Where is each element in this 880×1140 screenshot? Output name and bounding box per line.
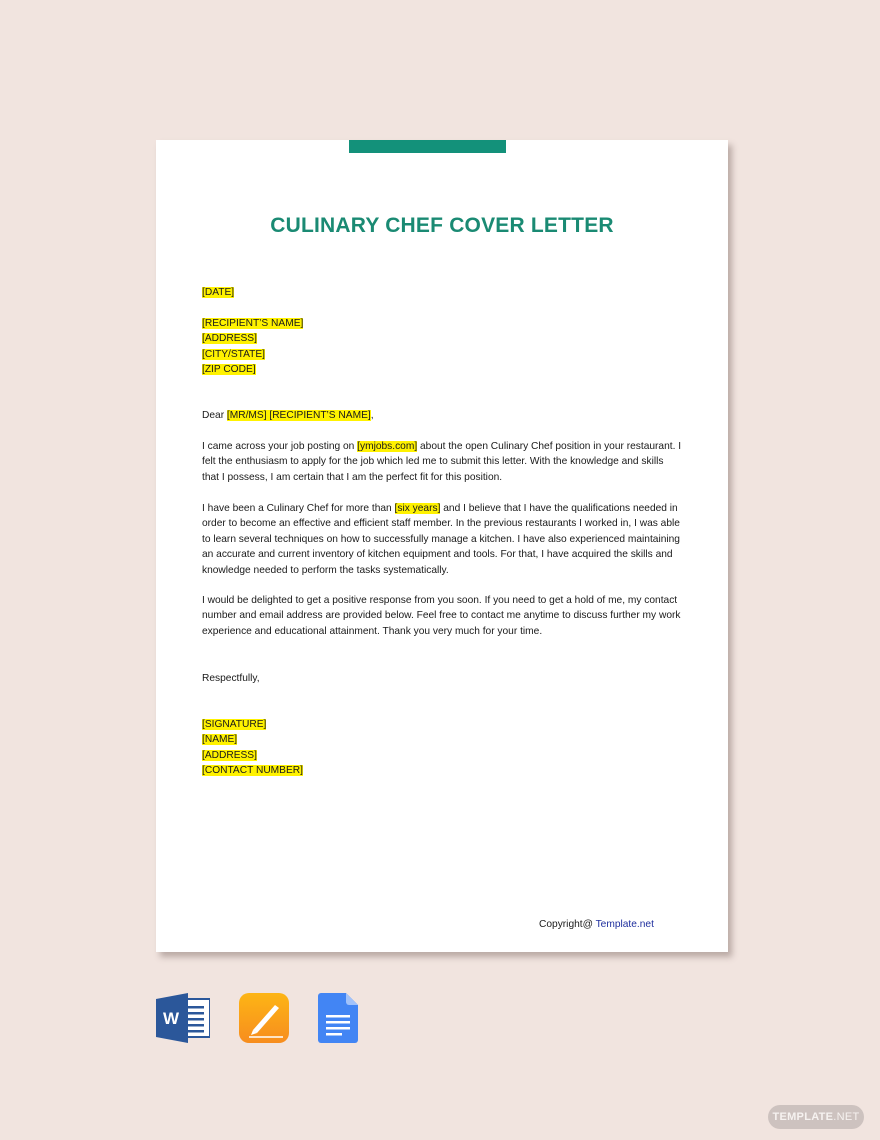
years-placeholder: [six years] [394,503,441,514]
header-block [202,285,692,377]
p2-line-3: to learn several techniques on how to successfully manage a kitchen. I have also experienced maintaining [202,533,680,545]
p3-line-2: number and email address are provided below. Feel free to contact me anytime to discuss further my work [202,610,681,622]
recipient-name-placeholder: [RECIPIENT’S NAME] [202,317,304,329]
template-net-link[interactable]: Template.net [595,919,654,930]
job-site-placeholder: [ymjobs.com] [357,441,418,452]
signature-block [202,717,692,779]
copyright [539,919,654,930]
city-state-placeholder: [CITY/STATE] [202,348,266,360]
svg-text:W: W [162,1009,180,1028]
watermark-bold: TEMPLATE [772,1111,834,1123]
salutation-prefix: Dear [202,410,227,421]
salutation-suffix: , [370,410,374,421]
salutation-placeholder: [MR/MS] [RECIPIENT’S NAME] [226,410,371,421]
p2-line-5: knowledge needed to perform the tasks systematically. [202,564,449,576]
p3-line-3: experience and educational attainment. Thank you very much for your time. [202,625,543,637]
closing [202,671,692,686]
p2-text: and I believe that I have the qualifications needed in [440,503,678,514]
accent-bar [349,140,506,153]
address-placeholder: [ADDRESS] [202,333,257,345]
p1-line-2: felt the enthusiasm to apply for the job which led me to submit this letter. With the knowledge and skills [202,456,664,468]
sender-address-placeholder: [ADDRESS] [202,749,257,761]
p1-text: I came across your job posting on [202,441,358,452]
apple-pages-icon[interactable] [239,993,289,1043]
date-placeholder: [DATE] [202,287,235,298]
document-page [156,140,728,952]
paragraph-3 [202,593,692,639]
contact-number-placeholder: [CONTACT NUMBER] [202,765,303,777]
google-docs-icon[interactable] [318,993,358,1043]
signature-placeholder: [SIGNATURE] [202,719,267,730]
p1-text: about the open Culinary Chef position in your restaurant. I [417,441,682,452]
watermark-thin: .NET [833,1111,860,1123]
microsoft-word-icon[interactable] [156,993,210,1043]
closing-text: Respectfully, [202,673,260,684]
p2-text: I have been a Culinary Chef for more than [202,503,395,514]
p1-line-3: that I possess, I am certain that I am the perfect fit for this position. [202,471,503,483]
paragraph-2 [202,501,692,578]
p3-line-1: I would be delighted to get a positive response from you soon. If you need to get a hold of me, my contact [202,595,678,606]
p2-line-4: an accurate and current inventory of kitchen equipment and tools. For that, I have acquired the skills and [202,549,673,561]
document-title: CULINARY CHEF COVER LETTER [270,214,614,237]
name-placeholder: [NAME] [202,734,238,746]
salutation [202,408,692,423]
template-net-watermark [768,1105,864,1129]
paragraph-1 [202,439,692,485]
copyright-prefix: Copyright@ [539,919,596,930]
p2-line-2: order to become an effective and efficient staff member. In the previous restaurants I worked in, I was able [202,518,680,530]
zip-placeholder: [ZIP CODE] [202,364,256,376]
